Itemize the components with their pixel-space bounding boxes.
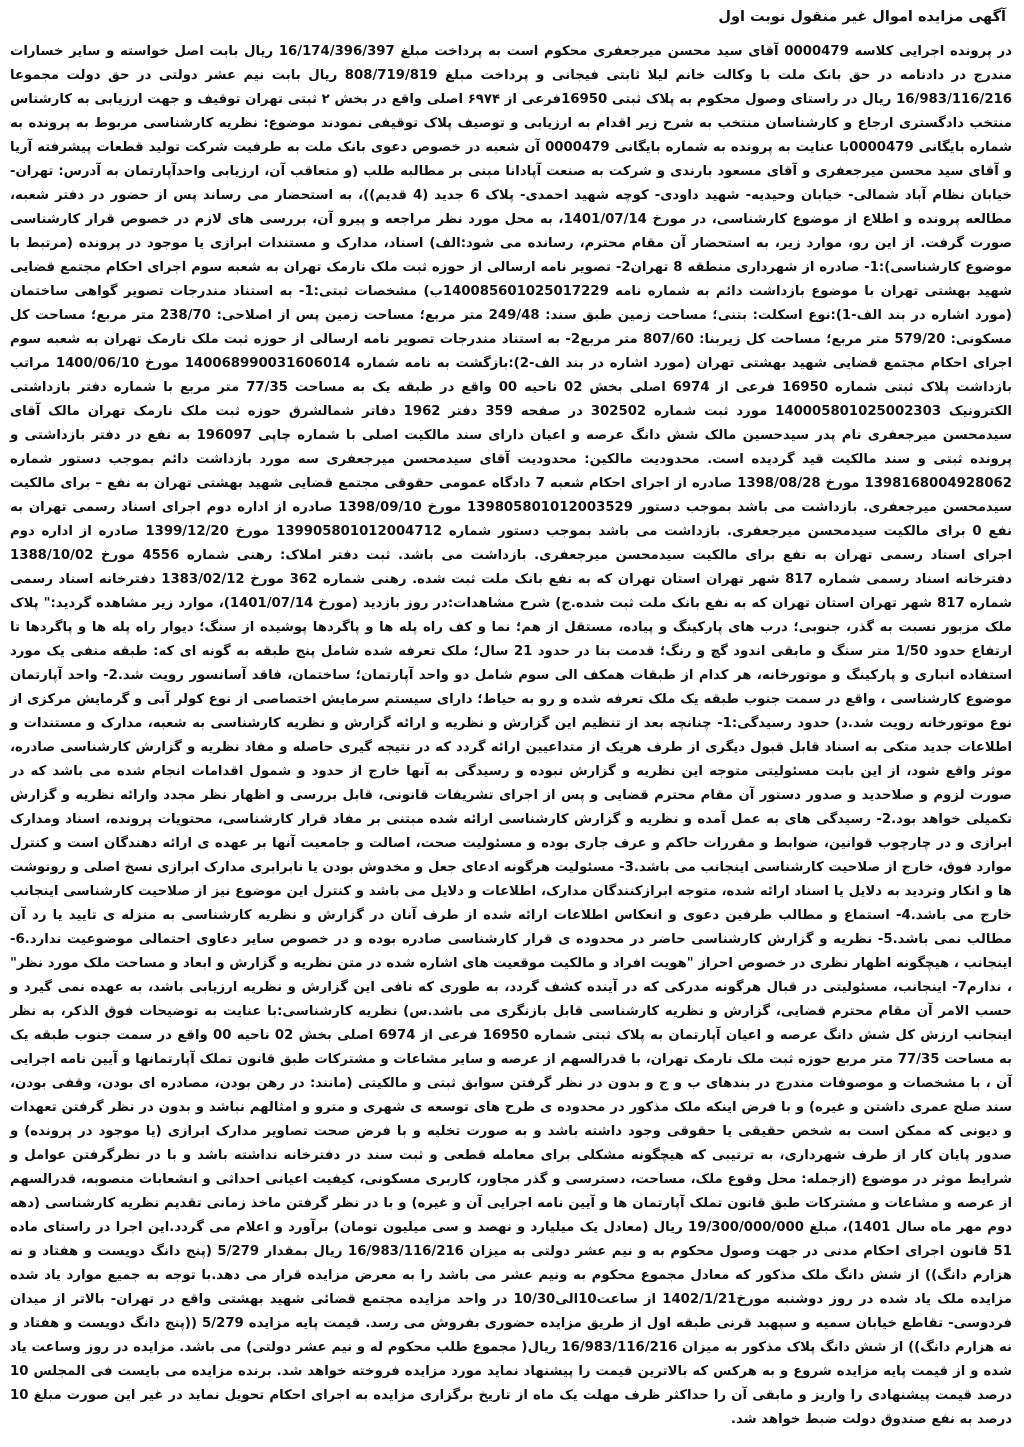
notice-body: در پرونده اجرایی کلاسه 0000479 آقای سید محسن میرجعفری محکوم است به پرداخت مبلغ 16/174/396/397 ریال بابت اصل خواسته و سایر خسارات مندرج در دادنامه در حق بانک ملت با وکالت خانم لیلا ثابتی فیجانی و پرداخت مبلغ 808/719/819 ریال بابت نیم عشر دولتی در حق دولت مجموعا 16/983/116/216 ریال در راستای وصول محکوم به پلاک ثبتی 16950فرعی از ۶۹۷۴ اصلی واقع در بخش ۲ ثبتی تهران توقیف و جهت ارزیابی به کارشناس منتخب دادگستری ارجاع و کارشناسان منتخب به شرح زیر اقدام به ارزیابی و توصیف پلاک توقیفی نمودند موضوع: نظریه کارشناسی مربوط به پرونده به شماره بایگانی 0000479با عنایت به پرونده به شماره بایگانی 0000479 آن شعبه در خصوص دعوی بانک ملت به طرفیت شرکت تولید قطعات پیشرفته آریا و آقای سید محسن میرجعفری و آقای مسعود بارندی و شرکت به صنعت آپادانا مبنی بر مطالبه طلب (و متعاقب آن، ارزیابی واحدآپارتمان به آدرس: تهران- خیابان نظام آباد شمالی- خیابان وحیدیه- شهید داودی- کوچه شهید احمدی- پلاک 6 جدید (4 قدیم))، به استحضار می رساند پس از حضور در دفتر شعبه، مطالعه پرونده و اطلاع از موضوع کارشناسی، در مورخ 1401/07/14، به محل مورد نظر مراجعه و پیرو آن، بررسی های لازم در خصوص قرار کارشناسی صورت گرفت. از این رو، موارد زیر، به استحضار آن مقام محترم، رسانده می شود:الف) اسناد، مدارک و مستندات ابرازی یا موجود در پرونده (مرتبط با موضوع کارشناسی):1- صادره از شهرداری منطقه 8 تهران2- تصویر نامه ارسالی از حوزه ثبت ملک نارمک تهران به شعبه سوم اجرای احکام مجتمع قضایی شهید بهشتی تهران با موضوع بازداشت دائم به شماره نامه 14008560102501722‌9ب) مشخصات ثبتی:1- به استناد مندرجات تصویر گواهی ساختمان (مورد اشاره در بند الف-1):نوع اسکلت: بتنی؛ مساحت زمین طبق سند: 249/48 متر مربع؛ مساحت زمین پس از اصلاحی: 238/70 متر مربع؛ مساحت کل مسکونی: 579/20 متر مربع؛ مساحت کل زیربنا: 807/60 متر مربع2- به استناد مندرجات تصویر نامه ارسالی از حوزه ثبت ملک نارمک تهران به شعبه سوم اجرای احکام مجتمع قضایی شهید بهشتی تهران (مورد اشاره در بند الف-2):بازگشت به نامه شماره 14006899003160601‌4 مورخ 1400/06/10 مراتب بازداشت پلاک ثبتی شماره 16950 فرعی از 6974 اصلی بخش 02 ناحیه 00 واقع در طبقه یک به مساحت 77/35 متر مربع با شماره دفتر بازداشتی الکترونیک 14000580102500230‌3 مورد ثبت شماره 302502 در صفحه 359 دفتر 1962 دفاتر شمالشرق حوزه ثبت ملک نارمک تهران مالک آقای سیدمحسن میرجعفری نام پدر سیدحسین مالک شش دانگ عرصه و اعیان دارای سند مالکیت اصلی با شماره چاپی 196097 به نفع در دفتر بازداشتی و پرونده ثبتی و سند مالکیت قید گردیده است. محدودیت مالکین: محدودیت آقای سیدمحسن میرجعفری سه مورد بازداشت دائم بموجب دستور شماره 13981680049280‌62 مورخ 1398/08/28 صادره از اجرای احکام شعبه 7 دادگاه عمومی حقوقی مجتمع قضایی شهید بهشتی تهران به نفع – برای مالکیت سیدمحسن میرجعفری. بازداشت می باشد بموجب دستور 13980580101200352‌9 مورخ 1398/09/10 صادره از اداره دوم اجرای اسناد رسمی تهران به نفع 0 برای مالکیت سیدمحسن میرجعفری. بازداشت می باشد بموجب دستور شماره 13990580101200471‌2 مورخ 1399/12/20 صادره از اداره دوم اجرای اسناد رسمی تهران به نفع برای مالکیت سیدمحسن میرجعفری. بازداشت می باشد. ثبت دفتر املاک: رهنی شماره 4556 مورخ 1388/10/02 دفترخانه اسناد رسمی شماره 817 شهر تهران استان تهران که به نفع بانک ملت ثبت شده. رهنی شماره 362 مورخ 1383/02/12 دفترخانه اسناد رسمی شماره 817 شهر تهران استان تهران که به نفع بانک ملت ثبت شده.ج) شرح مشاهدات:در روز بازدید (مورخ 1401/07/14)، موارد زیر مشاهده گردید:" پلاک ملک مزبور نسبت به گذر، جنوبی؛ درب های پارکینگ و پیاده، مستقل از هم؛ نما و کف راه پله ها و پاگردها پوشیده از سنگ؛ دیوار راه پله ها و پاگردها تا ارتفاع حدود 1/50 متر سنگ و مابقی اندود گچ و رنگ؛ قدمت بنا در حدود 21 سال؛ ملک تعرفه شده شامل پنج طبقه به گونه ای که: طبقه منفی یک مورد استفاده انباری و پارکینگ و موتورخانه، هر کدام از طبقات همکف الی سوم شامل دو واحد آپارتمان؛ ساختمان، فاقد آسانسور رویت شد.2- واحد آپارتمان موضوع کارشناسی ، واقع در سمت جنوب طبقه یک ملک تعرفه شده و رو به حیاط؛ دارای سیستم سرمایش اختصاصی از نوع کولر آبی و گرمایش مرکزی از نوع موتورخانه رویت شد.د) حدود رسیدگی:1- چنانچه بعد از تنظیم این گزارش و نظریه و ارائه گزارش و نظریه کارشناسی به شعبه، مدارک و مستندات و اطلاعات جدید متکی به اسناد قابل قبول دیگری از طرف هریک از متداعیین ارائه گردد که در نتیجه گیری حاصله و مفاد نظریه و گزارش کارشناسی صادره، موثر واقع شود، از این بابت مسئولیتی متوجه این نظریه و گزارش نبوده و رسیدگی به آنها خارج از حدود و شمول اقدامات انجام شده می باشد که در صورت لزوم و صلاحدید و صدور دستور آن مقام محترم قضایی و پس از اجرای تشریفات قانونی، قابل بررسی و اظهار نظر مجدد وارائه نظریه و گزارش تکمیلی خواهد بود.2- رسیدگی های به عمل آمده و نظریه و گزارش کارشناسی ارائه شده مبتنی بر مفاد قرار کارشناسی، محتویات پرونده، اسناد ومدارک ابرازی و در چارچوب قوانین، ضوابط و مقررات حاکم و عرف جاری بوده و مسئولیت صحت، اصالت و جامعیت آنها بر عهده ی ارائه دهندگان است و کنترل موارد فوق، خارج از صلاحیت کارشناسی اینجانب می باشد.3- مسئولیت هرگونه ادعای جعل و مخدوش بودن یا نابرابری مدارک ابرازی نسخ اصلی و رونوشت ها و انکار وتردید به دلایل یا اسناد ارائه شده، متوجه ابرازکنندگان مدارک، اطلاعات و دلایل می باشد و کنترل این موضوع نیز از صلاحیت کارشناسی اینجانب خارج می باشد.4- استماع و مطالب طرفین دعوی و انعکاس اطلاعات ارائه شده از طرف آنان در گزارش و نظریه کارشناسی به منزله ی تایید یا رد آن مطالب نمی باشد.5- نظریه و گزارش کارشناسی حاضر در محدوده ی قرار کارشناسی صادره بوده و در خصوص سایر دعاوی احتمالی موضوعیت ندارد.6- اینجانب ، هیچگونه اظهار نظری در خصوص احراز "هویت افراد و مالکیت موقعیت های اشاره شده در متن نظریه و گزارش و ابعاد و مساحت ملک مورد نظر" ، ندارم7- اینجانب، مسئولیتی در قبال هرگونه مدرکی که در آینده کشف گردد، به طوری که نافی این گزارش و نظریه ارزیابی باشد، به عهده نمی گیرد و حسب الامر آن مقام محترم قضایی، گزارش و نظریه کارشناسی قابل بازنگری می باشد.س) نظریه کارشناسی:با عنایت به توضیحات فوق الذکر، به نظر اینجانب ارزش کل شش دانگ عرصه و اعیان آپارتمان به پلاک ثبتی شماره 16950 فرعی از 6974 اصلی بخش 02 ناحیه 00 واقع در سمت جنوب طبقه یک به مساحت 77/35 متر مربع حوزه ثبت ملک نارمک تهران، با قدرالسهم از عرصه و سایر مشاعات و مشترکات طبق قانون تملک آپارتمانها و آیین نامه اجرایی آن ، با مشخصات و موصوفات مندرج در بندهای ب و ج و بدون در نظر گرفتن سوابق ثبتی و مالکیتی (مانند: در رهن بودن، مصادره ای بودن، وقفی بودن، سند صلح عمری داشتن و غیره) و با فرض اینکه ملک مذکور در محدوده ی طرح های توسعه ی شهری و مترو و امثالهم نباشد و بدون در نظر گرفتن تعهدات و دیونی که ممکن است به شخص حقیقی یا حقوقی وجود داشته باشد و به صورت تخلیه و با فرض صحت تصاویر مدارک ابرازی (یا موجود در پرونده) و صدور پایان کار از طرف شهرداری، به ترتیبی که هیچگونه مشکلی برای معامله قطعی و ثبت سند در دفترخانه نداشته باشد و با در نظرگرفتن عوامل و شرایط موثر در موضوع (ازجمله: محل وقوع ملک، مساحت، دسترسی و گذر مجاور، کاربری مسکونی، کیفیت اعیانی احداثی و انشعابات منصوبه، قدرالسهم از عرصه و مشاعات و مشترکات طبق قانون تملک آپارتمان ها و آیین نامه اجرایی آن و غیره) و با در نظر گرفتن ماخذ زمانی تقدیم نظریه کارشناسی (دهه دوم مهر ماه سال 1401)، مبلغ 19/300/000/000 ریال (معادل یک میلیارد و نهصد و سی میلیون تومان) برآورد و اعلام می گردد.این اجرا در راستای ماده 51 قانون اجرای احکام مدنی در جهت وصول محکوم به و نیم عشر دولتی به میزان 16/983/116/216 ریال بمقدار 5/279 (پنج دانگ دویست و هفتاد و نه هزارم دانگ)) از شش دانگ ملک مذکور که معادل مجموع محکوم به ونیم عشر می باشد را به معرض مزایده قرار می دهد.با توجه به جمیع موارد یاد شده مزایده ملک یاد شده در روز دوشنبه مورخ1402/1/21 از ساعت10الی10/30 در واحد مزایده مجتمع قضائی شهید بهشتی واقع در تهران- بالاتر از میدان فردوسی- تقاطع خیابان سمیه و سپهبد قرنی طبقه اول از طریق مزایده حضوری بفروش می رسد. قیمت پایه مزایده 5/279 ((پنج دانگ دویست و هفتاد و نه هزارم دانگ)) از شش دانگ پلاک مذکور به میزان 16/983/116/216 ریال( مجموع طلب محکوم له و نیم عشر دولتی) می باشد. مزایده در روز وساعت یاد شده و از قیمت پایه مزایده شروع و به هرکس که بالاترین قیمت را پیشنهاد نماید مورد مزایده فروخته خواهد شد. برنده مزایده می بایست فی المجلس 10 درصد قیمت پیشنهادی را واریز و مابقی آن را حداکثر ظرف مهلت یک ماه از تاریخ برگزاری مزایده به اجرای احکام تحویل نماید در غیر این صورت مبلغ 10 درصد به نفع صندوق دولت ضبط خواهد شد. — [10, 44, 1013, 1427]
notice-title: آگهی مزایده اموال غیر منقول نوبت اول — [718, 9, 1006, 25]
